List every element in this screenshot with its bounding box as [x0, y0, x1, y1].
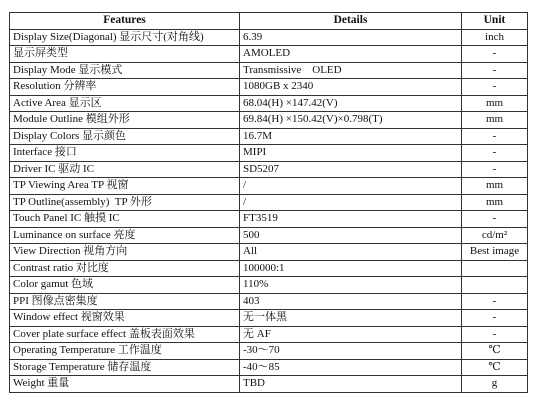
table-row	[10, 46, 528, 63]
header-details: Details	[240, 13, 462, 30]
table-row	[10, 29, 528, 46]
unit-cell: mm	[462, 178, 528, 195]
table-row	[10, 178, 528, 195]
feature-cell: Driver IC 驱动 IC	[10, 161, 240, 178]
table-row	[10, 310, 528, 327]
table-row	[10, 145, 528, 162]
unit-cell: -	[462, 326, 528, 343]
unit-cell: -	[462, 161, 528, 178]
feature-cell: Display Size(Diagonal) 显示尺寸(对角线)	[10, 29, 240, 46]
feature-cell: PPI 图像点密集度	[10, 293, 240, 310]
table-row	[10, 293, 528, 310]
header-features: Features	[10, 13, 240, 30]
table-row	[10, 227, 528, 244]
details-cell: 6.39	[240, 29, 462, 46]
table-row	[10, 161, 528, 178]
specification-table	[9, 12, 528, 393]
spec-sheet	[9, 12, 527, 393]
details-cell: 110%	[240, 277, 462, 294]
unit-cell: ℃	[462, 359, 528, 376]
details-cell: /	[240, 194, 462, 211]
feature-cell: View Direction 视角方向	[10, 244, 240, 261]
details-cell: 1080GB x 2340	[240, 79, 462, 96]
feature-cell: TP Viewing Area TP 视窗	[10, 178, 240, 195]
details-cell: 500	[240, 227, 462, 244]
unit-cell: -	[462, 46, 528, 63]
details-cell: AMOLED	[240, 46, 462, 63]
details-cell: 无一体黑	[240, 310, 462, 327]
table-row	[10, 244, 528, 261]
table-row	[10, 194, 528, 211]
feature-cell: Interface 接口	[10, 145, 240, 162]
feature-cell: Window effect 视窗效果	[10, 310, 240, 327]
feature-cell: TP Outline(assembly) TP 外形	[10, 194, 240, 211]
details-cell: FT3519	[240, 211, 462, 228]
unit-cell: -	[462, 310, 528, 327]
details-cell: SD5207	[240, 161, 462, 178]
details-cell: /	[240, 178, 462, 195]
unit-cell: -	[462, 293, 528, 310]
feature-cell: Display Mode 显示模式	[10, 62, 240, 79]
feature-cell: Touch Panel IC 触摸 IC	[10, 211, 240, 228]
unit-cell: -	[462, 211, 528, 228]
details-cell: 403	[240, 293, 462, 310]
details-cell: -30～70	[240, 343, 462, 360]
feature-cell: Contrast ratio 对比度	[10, 260, 240, 277]
table-row	[10, 79, 528, 96]
table-row	[10, 128, 528, 145]
table-row	[10, 277, 528, 294]
unit-cell: -	[462, 79, 528, 96]
details-cell: MIPI	[240, 145, 462, 162]
details-cell: 16.7M	[240, 128, 462, 145]
feature-cell: 显示屏类型	[10, 46, 240, 63]
table-header-row	[10, 13, 528, 30]
feature-cell: Module Outline 模组外形	[10, 112, 240, 129]
feature-cell: Cover plate surface effect 盖板表面效果	[10, 326, 240, 343]
details-cell: 无 AF	[240, 326, 462, 343]
unit-cell	[462, 277, 528, 294]
table-row	[10, 376, 528, 393]
table-row	[10, 62, 528, 79]
details-cell: Transmissive OLED	[240, 62, 462, 79]
feature-cell: Operating Temperature 工作温度	[10, 343, 240, 360]
table-row	[10, 112, 528, 129]
table-row	[10, 359, 528, 376]
unit-cell: -	[462, 128, 528, 145]
unit-cell: g	[462, 376, 528, 393]
table-row	[10, 260, 528, 277]
feature-cell: Resolution 分辨率	[10, 79, 240, 96]
table-row	[10, 326, 528, 343]
unit-cell: -	[462, 145, 528, 162]
unit-cell: mm	[462, 112, 528, 129]
feature-cell: Weight 重量	[10, 376, 240, 393]
details-cell: 68.04(H) ×147.42(V)	[240, 95, 462, 112]
table-row	[10, 343, 528, 360]
feature-cell: Luminance on surface 亮度	[10, 227, 240, 244]
unit-cell: ℃	[462, 343, 528, 360]
unit-cell: -	[462, 62, 528, 79]
table-row	[10, 95, 528, 112]
unit-cell: inch	[462, 29, 528, 46]
feature-cell: Display Colors 显示颜色	[10, 128, 240, 145]
unit-cell: mm	[462, 194, 528, 211]
table-row	[10, 211, 528, 228]
unit-cell: mm	[462, 95, 528, 112]
unit-cell: Best image	[462, 244, 528, 261]
feature-cell: Active Area 显示区	[10, 95, 240, 112]
details-cell: -40～85	[240, 359, 462, 376]
unit-cell: cd/m²	[462, 227, 528, 244]
feature-cell: Storage Temperature 储存温度	[10, 359, 240, 376]
details-cell: All	[240, 244, 462, 261]
details-cell: 100000:1	[240, 260, 462, 277]
header-unit: Unit	[462, 13, 528, 30]
details-cell: 69.84(H) ×150.42(V)×0.798(T)	[240, 112, 462, 129]
unit-cell	[462, 260, 528, 277]
feature-cell: Color gamut 色域	[10, 277, 240, 294]
details-cell: TBD	[240, 376, 462, 393]
